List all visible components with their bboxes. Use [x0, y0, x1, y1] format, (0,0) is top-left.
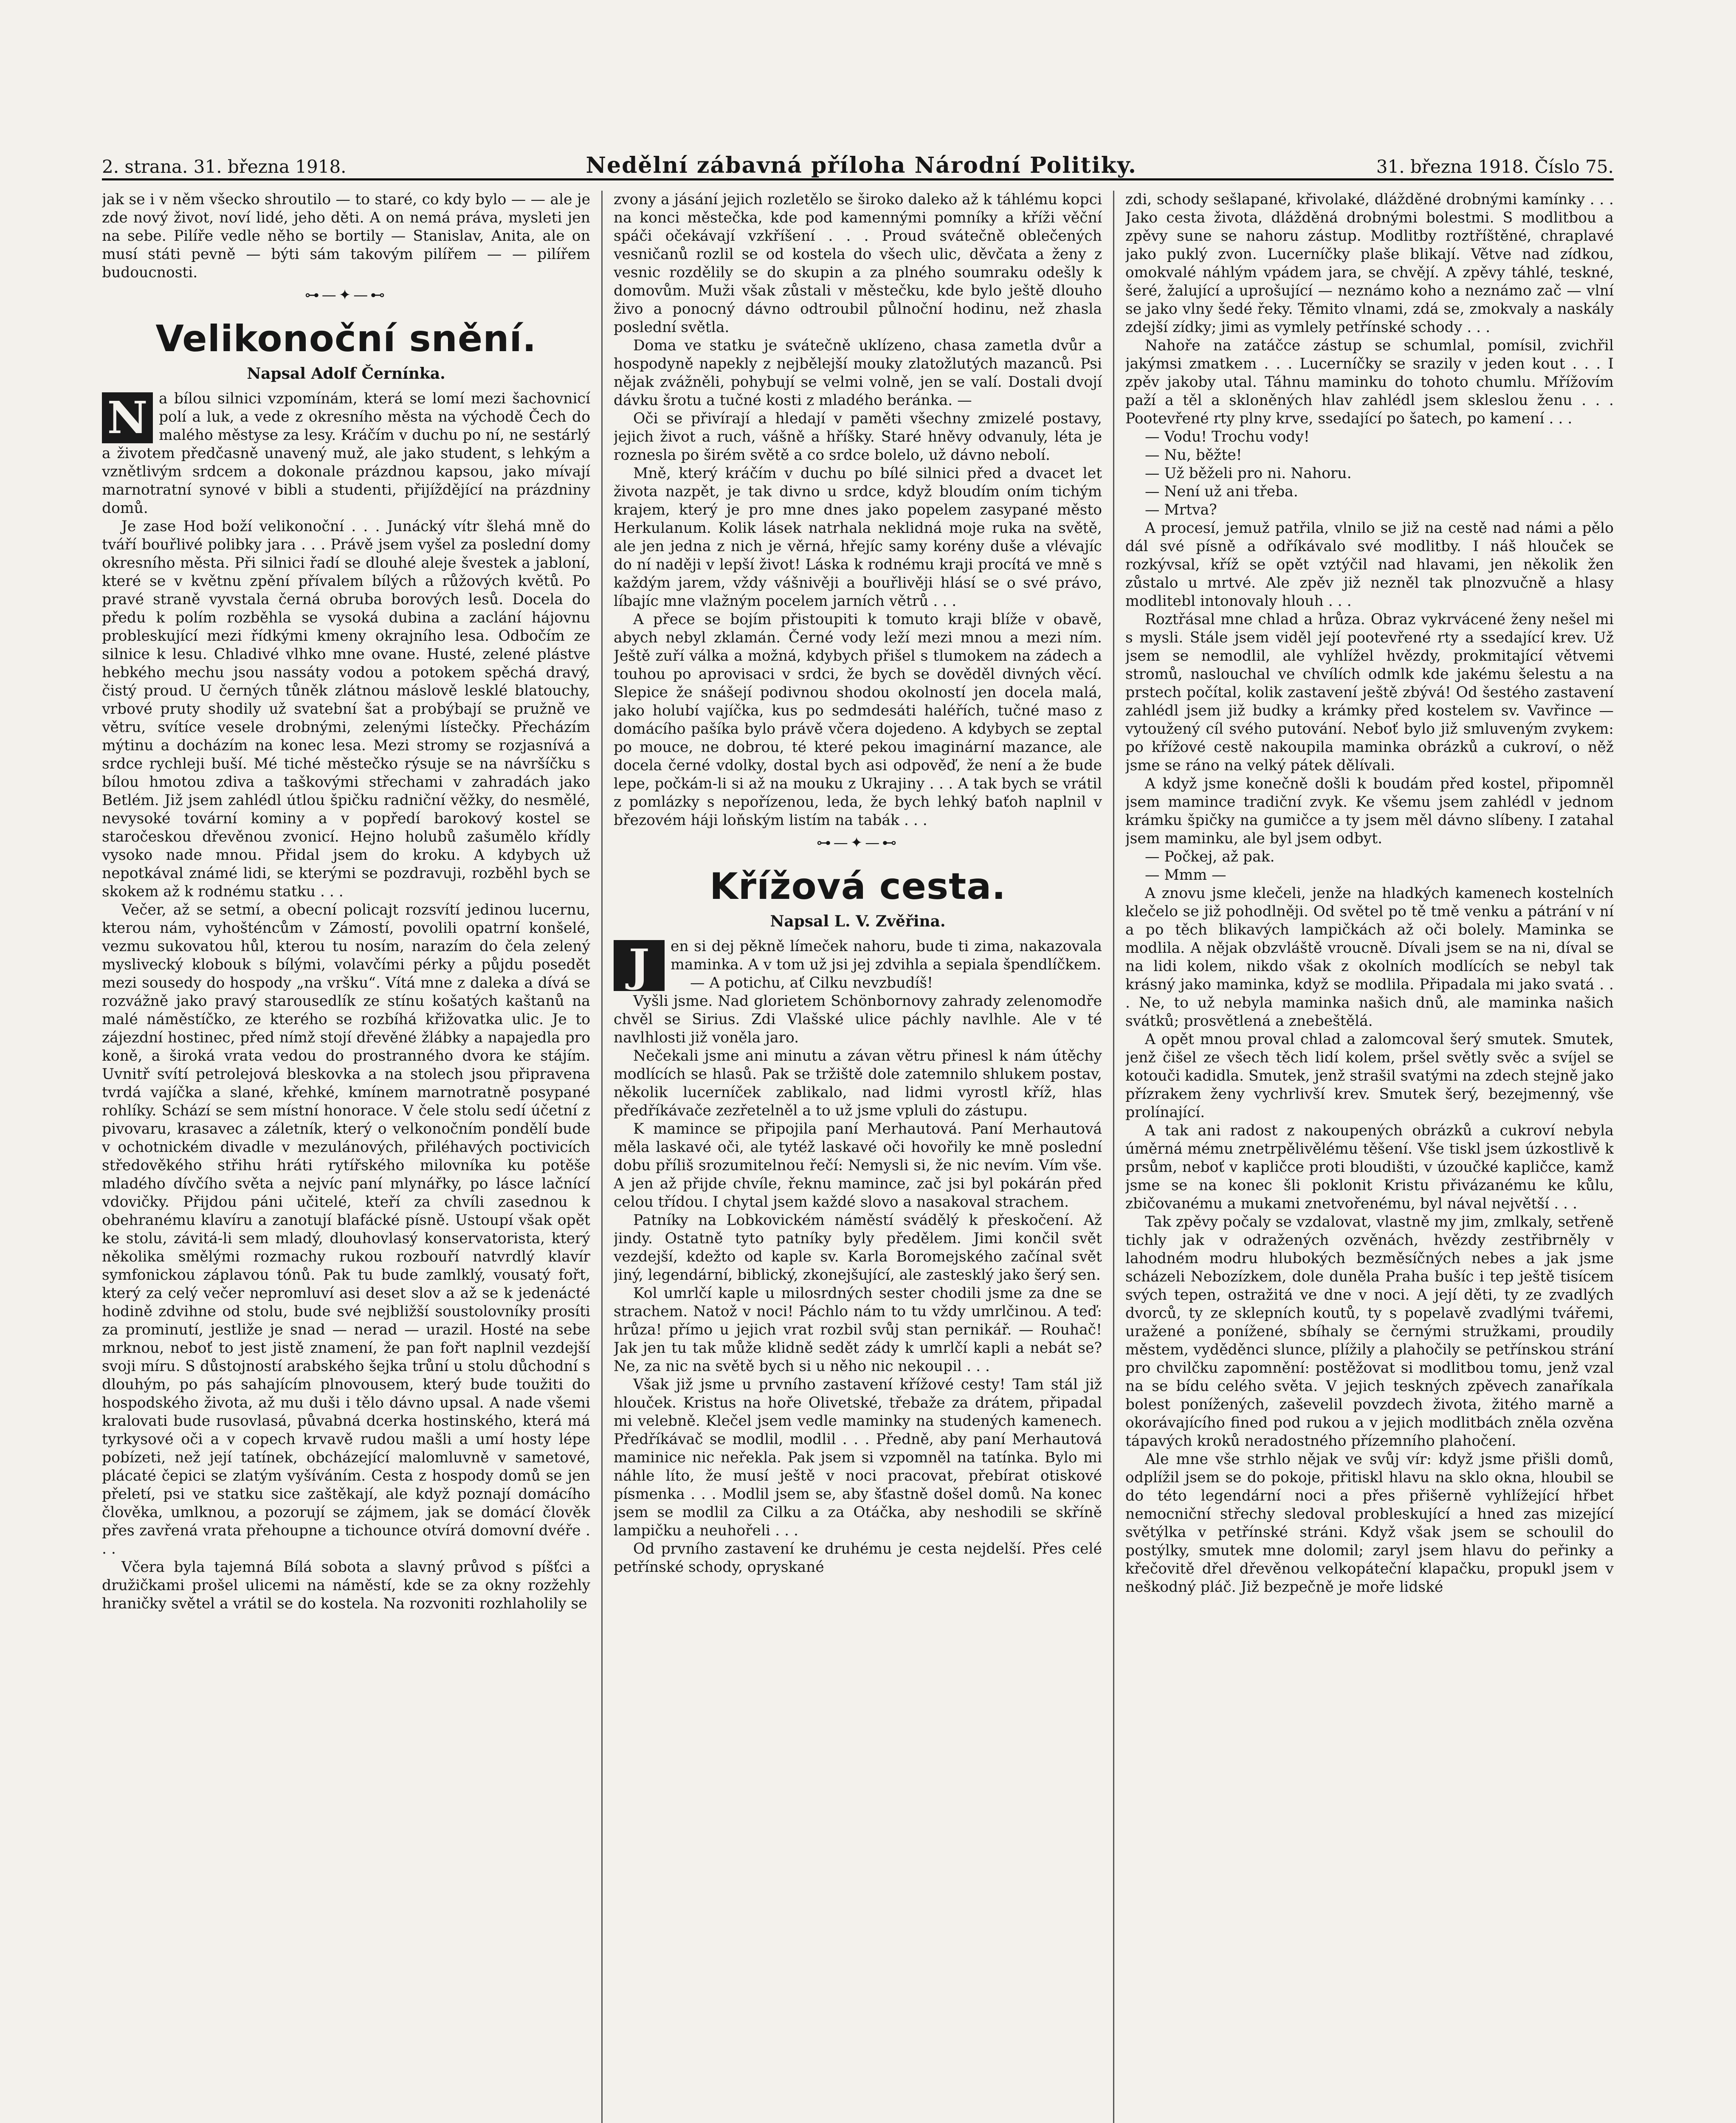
- paragraph-text: en si dej pěkně límeček nahoru, bude ti zima, nakazovala maminka. A v tom už jsi jej zdvihla a sepiala špendlíčkem.: [671, 938, 1102, 973]
- article-paragraph: K mamince se připojila paní Merhautová. Paní Merhautová měla laskavé oči, ale tytéž laskavé oči hovořily ke mně poslední dobu příliš srozumitelnou řečí: Nemysli si, že nic nevím. Vím vše. A jen až přijde chvíle, řeknu mamince, zač jsi byl pokárán před celou třídou. I chytal jsem každé slovo a nasakoval strachem.: [614, 1121, 1102, 1211]
- newspaper-page: [102, 153, 1614, 2123]
- article-paragraph: zdi, schody sešlapané, křivolaké, dlážděné drobnými kamínky . . . Jako cesta života, dlážděná drobnými bolestmi. S modlitbou a zpěvy sune se nahoru zástup. Modlitby roztříštěné, chraplavé jako puklý zvon. Lucerníčky plaše blikají. Větve nad zídkou, omokvalé náhlým vpádem jara, se chvějí. A zpěvy táhlé, teskné, šeré, žalující a uprošující — neznámo koho a neznámo zač — vlní se jako vlny šedé řeky. Těmito vlnami, zdá se, zmokvaly a naskály zdejší zídky; jimi as vymlely petřínské schody . . .: [1125, 191, 1614, 336]
- article-paragraph: — A potichu, ať Cilku nevzbudíš!: [690, 974, 933, 991]
- masthead-left: 2. strana. 31. března 1918.: [102, 156, 347, 177]
- article-paragraph: Nečekali jsme ani minutu a závan větru přinesl k nám útěchy modlících se hlasů. Pak se tržiště dole zatemnilo shlukem postav, několik lucerníček zablikalo, nad lidmi vyrostl kříž, hlas předříkávače zezřetelněl a to už jsme vpluli do zástupu.: [614, 1047, 1102, 1119]
- article-paragraph: A procesí, jemuž patřila, vlnilo se již na cestě nad námi a pělo dál své písně a odříkávalo své modlitby. I náš hlouček se rozkývsal, kříž se opět vztýčil nad hlavami, jen několik žen zůstalo u mrtvé. Ale zpěv již nezněl tak plnozvučně a hlasy modlitebl intonovaly hlouh . . .: [1125, 520, 1614, 610]
- article-paragraph: A opět mnou proval chlad a zalomcoval šerý smutek. Smutek, jenž čišel ze všech těch lidí kolem, pršel světly svěc a svíjel se kotouči kadidla. Smutek, jenž strašil svatými na zdech stejně jako přízrakem ženy vychrlivší krev. Smutek šerý, bezejmenný, vše prolínající.: [1125, 1031, 1614, 1121]
- article-paragraph: Doma ve statku je svátečně uklízeno, chasa zametla dvůr a hospodyně napekly z nejbělejší mouky zlatožlutých mazanců. Psi nějak zvážněli, pohybují se velmi volně, jen se valí. Dostali dvojí dávku šrotu a tučné kosti z mladého beránka. —: [614, 337, 1102, 409]
- dialog-line: — Už běželi pro ni. Nahoru.: [1145, 465, 1352, 482]
- article-title-velikonocni: Velikonoční snění.: [155, 318, 537, 360]
- article-paragraph: Roztřásal mne chlad a hrůza. Obraz vykrvácené ženy nešel mi s mysli. Stále jsem viděl její pootevřené rty a ssedající krev. Už jsem se nemodlil, ale vyhlížel hvězdy, prokmitající větvemi stromů, naslouchal ve chvílích odmlk kde jakému šelestu a na prstech počítal, kolik zastavení ještě zbývá! Od šestého zastavení zahlédl jsem již budky a krámky před kostelem sv. Vavřince — vytoužený cíl svého putování. Neboť bylo již smluveným zvykem: po křížové cestě nakoupila maminka obrázků a cukroví, o něž jsme se ráno na velký pátek dělívali.: [1125, 611, 1614, 774]
- article-byline: Napsal Adolf Černínka.: [247, 365, 445, 383]
- column-1: [102, 191, 590, 2123]
- ornament-divider: ⊶—✦—⊷: [816, 834, 899, 851]
- dialog-line: — Mmm —: [1145, 867, 1226, 884]
- article-paragraph: A přece se bojím přistoupiti k tomuto kraji blíže v obavě, abych nebyl zklamán. Černé vody leží mezi mnou a mezi ním. Ještě zuří válka a možná, kdybych přišel s tlumokem na zádech a touhou po aprovisaci v srdci, že bych se dověděl divných věcí. Slepice že snášejí podivnou shodou okolností jen docela malá, jako holubí vajíčka, kus po sedmdesáti haléřích, tučné maso z domácího pašíka bylo právě včera dojedeno. A kdybych se zeptal po mouce, ne dobrou, té které pekou imaginární mazance, ale docela černé vdolky, dostal bych asi odpověď, že není a že bude lepe, počkám-li si až na mouku z Ukrajiny . . . A tak bych se vrátil z pomlázky s nepořízenou, leda, že bych lehký baťoh naplnil v březovém háji loňským listím na tabák . . .: [614, 611, 1102, 829]
- article-continuation: jak se i v něm všecko shroutilo — to staré, co kdy bylo — — ale je zde nový život, noví lidé, jeho děti. A on nemá práva, mysleti jen na sebe. Pilíře vedle něho se bortily — Stanislav, Anita, ale on musí státi pevně — býti sám takovým pilířem — — pilířem budoucnosti.: [102, 191, 590, 281]
- column-divider: [1113, 191, 1114, 2123]
- masthead-title: Nedělní zábavná příloha Národní Politiky.: [586, 153, 1137, 178]
- drop-cap-initial: N: [102, 392, 153, 443]
- article-paragraph: A když jsme konečně došli k boudám před kostel, připomněl jsem mamince tradiční zvyk. Ke všemu jsem zahlédl v jednom krámku špičky na gumičce a ty jsem měl dávno slíbeny. I zatahal jsem maminku, ale byl jsem odbyt.: [1125, 775, 1614, 847]
- dialog-line: — Počkej, až pak.: [1145, 848, 1275, 865]
- column-2: [614, 191, 1102, 2123]
- article-paragraph: Včera byla tajemná Bílá sobota a slavný průvod s píšťci a družičkami prošel ulicemi na náměstí, kde se za okny rozžehly hraničky světel a vrátil se do kostela. Na rozvoniti rozhlaholily se: [102, 1559, 590, 1612]
- article-title-krizova-cesta: Křížová cesta.: [709, 865, 1006, 908]
- article-paragraph: Oči se přivírají a hledají v paměti všechny zmizelé postavy, jejich život a ruch, vášně a hříšky. Staré hněvy odvanuly, léta je roznesla po širém světě a co srdce bolelo, už dávno nebolí.: [614, 410, 1102, 464]
- article-paragraph: zvony a jásání jejich rozletělo se široko daleko až k táhlému kopci na konci městečka, kde pod kamennými pomníky a kříži věční spáči očekávají vzkříšení . . . Proud svátečně oblečených vesničanů rozlil se od kostela do všech ulic, děvčata a ženy z vesnic rozdělily se do skupin a za plného soumraku odešly k domovům. Muži však zůstali v městečku, kde bylo ještě dlouho živo a ponocný dávno odtroubil půlnoční hodinu, než zhasla poslední světla.: [614, 191, 1102, 336]
- masthead: [102, 153, 1614, 180]
- article-paragraph: Vyšli jsme. Nad glorietem Schönbornovy zahrady zelenomodře chvěl se Sirius. Zdi Vlašské ulice páchly navlhle. Ale v té navlhlosti již voněla jaro.: [614, 993, 1102, 1046]
- article-paragraph: Večer, až se setmí, a obecní policajt rozsvítí jedinou lucernu, kterou nám, vyhošténcům v Zámostí, povolili opatrní konšelé, vezmu sukovatou hůl, kterou tu nosím, narazím do čela zelený myslivecký klobouk s bílými, volavčími pérky a půjdu posedět mezi sousedy do hospody „na vršku“. Vítá mne z daleka a dívá se rozvážně jako pravý starousedlík ze stínu košatých kaštanů na malé náměstíčko, ze kterého se rozbíhá křižovatka ulic. Je to zájezdní hostinec, před nímž stojí dřevěné žlábky a napajedla pro koně, a široká vrata vedou do prostranného dvora ke stájím. Uvnitř svítí petrolejová bleskovka a na stolech jsou připravena tvrdá vajíčka a slané, křehké, kmínem marnotratně posypané rohlíky. Schází se sem místní honorace. V čele stolu sedí účetní z pivovaru, krasavec a záletník, který o velkonočním pondělí bude v ochotnickém divadle v mezulánových, přiléhavých poctivicích středověkého střihu hráti rytířského milovníka ku potěše mladého dívčího světa a nejvíc paní mlynářky, po lásce lačnící vdovičky. Přijdou páni učitelé, kteří za chvíli zasednou k obehranému klavíru a zanotují blafácké písně. Ustoupí však opět ke stolu, závitá-li sem mladý, dlouhovlasý konservatorista, který několika smělými rozmachy rukou rozbouří natvrdlý klavír symfonickou záplavou tónů. Pak tu bude zamlklý, vousatý fořt, který za celý večer nepromluví asi deset slov a až se k jedenácté hodině zdvihne od stolu, bude své nejbližší soustolovníky prosíti za prominutí, jestliže je snad — nerad — urazil. Hosté na sebe mrknou, neboť to jest jistě znamení, že pan fořt naplnil vezdejší svoji míru. S důstojností arabského šejka trůní u stolu důchodní s dlouhým, po pás sahajícím plnovousem, který bude toužiti do hospodského života, až mu duši i tělo dávno upsal. A nade všemi kralovati bude rusovlasá, půvabná dcerka hostinského, která má tyrkysové oči a v copech krvavě rudou mašli a umí hosty lépe pobízeti, než její tatínek, obcházející malomluvně v sametové, plácaté čepici se zlatým vyšíváním. Cesta z hospody domů se jen přeletí, psi ve statku sice zaštěkají, ale když poznají domácího člověka, umlknou, a pozorují se zájmem, jak se domácí člověk přes zavřená vrata přehoupne a tichounce otvírá domovní dvéře . . .: [102, 901, 590, 1557]
- column-3: [1125, 191, 1614, 2123]
- article-paragraph: Však již jsme u prvního zastavení křížové cesty! Tam stál již hlouček. Kristus na hoře Olivetské, třebaže za drátem, připadal mi velebně. Klečel jsem vedle maminky na studených kamenech. Předříkávač se modlil, modlil . . . Předně, aby paní Merhautová maminice nic neřekla. Pak jsem si vzpomněl na tatínka. Bylo mi náhle líto, že musí ještě v noci pracovat, přebírat otiskové písmenka . . . Modlil jsem se, aby šťastně došel domů. Na konec jsem se modlil za Cilku a za Otáčka, aby neshodili se skříně lampičku a neuhořeli . . .: [614, 1376, 1102, 1539]
- drop-cap-initial: J: [614, 940, 665, 991]
- article-paragraph: Je zase Hod boží velikonoční . . . Junácký vítr šlehá mně do tváří bouřlivé polibky jara . . . Právě jsem vyšel za poslední domy okresního města. Při silnici řadí se dlouhé aleje švestek a jabloní, které se v květnu zpění přívalem bílých a růžových květů. Po pravé straně vyvstala černá obruba borových lesů. Docela do předu k polím rozběhla se vysoká dubina a zaclání hájovnu probleskující mezi řídkými kmeny okrajního lesa. Odbočím ze silnice k lesu. Chladivé vlhko mne ovane. Husté, zelené plástve hebkého mechu jsou nassáty vodou a potokem spěchá dravý, čistý proud. U černých tůněk zlátnou máslově lesklé blatouchy, vrbové pruty shodily už svatební šat a probýbají se pružně ve větru, svítíce vesele drobnými, zelenými lístečky. Přecházím mýtinu a docházím na konec lesa. Mezi stromy se rozjasnívá a srdce rychleji buší. Mé tiché městečko rýsuje se na návršíčku s bílou hmotou zdiva a taškovými střechami v zahradách jako Betlém. Již jsem zahlédl útlou špičku radniční věžky, do nesmělé, nevysoké tovární kominy a v popředí barokový kostel se staročeskou dřevěnou zvonicí. Hejno holubů zašumělo křídly vysoko nade mnou. Přidal jsem do kroku. A kdybych už nepotkával známé lidi, se kterými se pozdravuji, rozběhl bych se skokem až k rodnému statku . . .: [102, 518, 590, 900]
- article-byline: Napsal L. V. Zvěřina.: [770, 912, 946, 930]
- article-paragraph: A tak ani radost z nakoupených obrázků a cukroví nebyla úměrná mému znetrpělivělému těšení. Vše tiskl jsem úzkostlivě k prsům, neboť v kapličce proti bloudišti, v úzoučké kapličce, kamž jsme se na konec šli poklonit Kristu přivázanému ke kůlu, zbičovanému a mukami znetvořenému, byl nával největší . . .: [1125, 1122, 1614, 1212]
- article-paragraph: Ale mne vše strhlo nějak ve svůj vír: když jsme přišli domů, odplížil jsem se do pokoje, přitiskl hlavu na sklo okna, hloubil se do této legendární noci a přes přišerně vyhlížející hřbet nemocniční střechy sledoval probleskující a hned zas mizející světýlka v petřínské stráni. Když však jsem se schoulil do postýlky, smutek mne dolomil; zaryl jsem hlavu do peřinky a křečovitě dřel dřevěnou velkopáteční klapačku, propukl jsem v neškodný pláč. Již bezpečně je moře lidské: [1125, 1451, 1614, 1596]
- dialog-line: — Mrtva?: [1145, 501, 1217, 518]
- article-paragraph: Kol umrlčí kaple u milosrdných sester chodili jsme za dne se strachem. Natož v noci! Páchlo nám to tu vždy umrlčinou. A teď: hrůza! přímo u jejich vrat rozbil svůj stan pernikář. — Rouhač! Jak jen tu tak může klidně sedět zády k umrlčí kapli a nebát se? Ne, za nic na světě bych si u něho nic nekoupil . . .: [614, 1285, 1102, 1375]
- column-divider: [601, 191, 603, 2123]
- dialog-line: — Vodu! Trochu vody!: [1145, 428, 1310, 445]
- article-paragraph: [102, 390, 590, 518]
- dialog-line: — Není už ani třeba.: [1145, 483, 1298, 500]
- article-paragraph: Nahoře na zatáčce zástup se schumlal, pomísil, zvichřil jakýmsi zmatkem . . . Lucerníčky se srazily v jeden kout . . . I zpěv jakoby utal. Táhnu maminku do tohoto chumlu. Mřížovím paží a těl a skloněných hlav zahlédl jsem skleslou ženu . . . Pootevřené rty plny krve, ssedající po šatech, po kamení . . .: [1125, 337, 1614, 427]
- paragraph-text: a bílou silnici vzpomínám, která se lomí mezi šachovnicí polí a luk, a vede z okresního města na východě Čech do malého městyse za lesy. Kráčím v duchu po ní, ne sestárlý a životem předčasně unavený muž, ale jako student, s lehkým a vznětlivým srdcem a dokonale prázdnou kapsou, jako mívají marnotratní synové v bibli a studenti, přijíždějící na prázdniny domů.: [102, 390, 590, 517]
- article-paragraph: Mně, který kráčím v duchu po bílé silnici před a dvacet let života nazpět, je tak divno u srdce, když bloudím oním tichým krajem, který je pro mne dnes jako popelem zasypané město Herkulanum. Kolik lásek natrhala neklidná moje ruka na světě, ale jen jedna z nich je věrná, hřejíc samy korény duše a vlévajíc do ní naději v lepší život! Láska k rodnému kraji procítá ve mně s každým jarem, vždy vášnivěji a bouřlivěji hlásí se o své právo, líbajíc mne vlažným pocelem jarních větrů . . .: [614, 465, 1102, 610]
- article-paragraph: Od prvního zastavení ke druhému je cesta nejdelší. Přes celé petřínské schody, opryskané: [614, 1540, 1102, 1576]
- dialog-line: — Nu, běžte!: [1145, 447, 1242, 464]
- article-paragraph: A znovu jsme klečeli, jenže na hladkých kamenech kostelních klečelo se již pohodlněji. Od světel po tě tmě venku a pátrání v ní a po těch blikavých lampičkách až oči bolely. Maminka se modlila. A nějak obzvláště vroucně. Dívali jsem se na ni, díval se na lidi kolem, nikdo však z okolních modlících se nebyl tak krásný jako maminka, když se modlila. Připadala mi jako svatá . . . Ne, to už nebyla maminka našich dnů, ale maminka našich svátků; prosvětlená a znebeštělá.: [1125, 885, 1614, 1030]
- ornament-divider: ⊶—✦—⊷: [304, 287, 388, 304]
- article-paragraph: Tak zpěvy počaly se vzdalovat, vlastně my jim, zmlkaly, setřeně tichly jak v odražených ozvěnách, hvězdy zestřibrněly v lahodném modru hlubokých bezměsíčných nebes a jak jsme scházeli Nebozízkem, dole duněla Praha bušíc i tep ještě tisícem svých tepen, ostražitá ve dne v noci. A její děti, ty ze zvadlých dvorců, ty ze sklepních koutů, ty s popelavě zvadlými tvářemi, uražené a ponížené, sbíhaly se černými stružkami, proudily městem, vyděděnci slunce, plížily a plahočily se petřínskou strání pro chvilčku zapomnění: postěžovat si modlitbou tomu, jenž vzal na se bídu celého světa. V jejich teskných zpěvech zanaříkala bolest ponížených, zaševelil povzdech života, žitého marně a okorávajícího fined pod rukou a v jejich modlitbách zněla ozvěna tápavých kroků neradostného přízemního plahočení.: [1125, 1214, 1614, 1450]
- masthead-right: 31. března 1918. Číslo 75.: [1376, 156, 1614, 177]
- article-paragraph: Patníky na Lobkovickém náměstí svádělý k přeskočení. Až jindy. Ostatně tyto patníky byly předělem. Jimi končil svět vezdejší, kdežto od kaple sv. Karla Boromejského začínal svět jiný, legendární, biblický, zkonejšující, ale zastesklý jako šerý sen.: [614, 1212, 1102, 1284]
- columns: [102, 191, 1614, 2123]
